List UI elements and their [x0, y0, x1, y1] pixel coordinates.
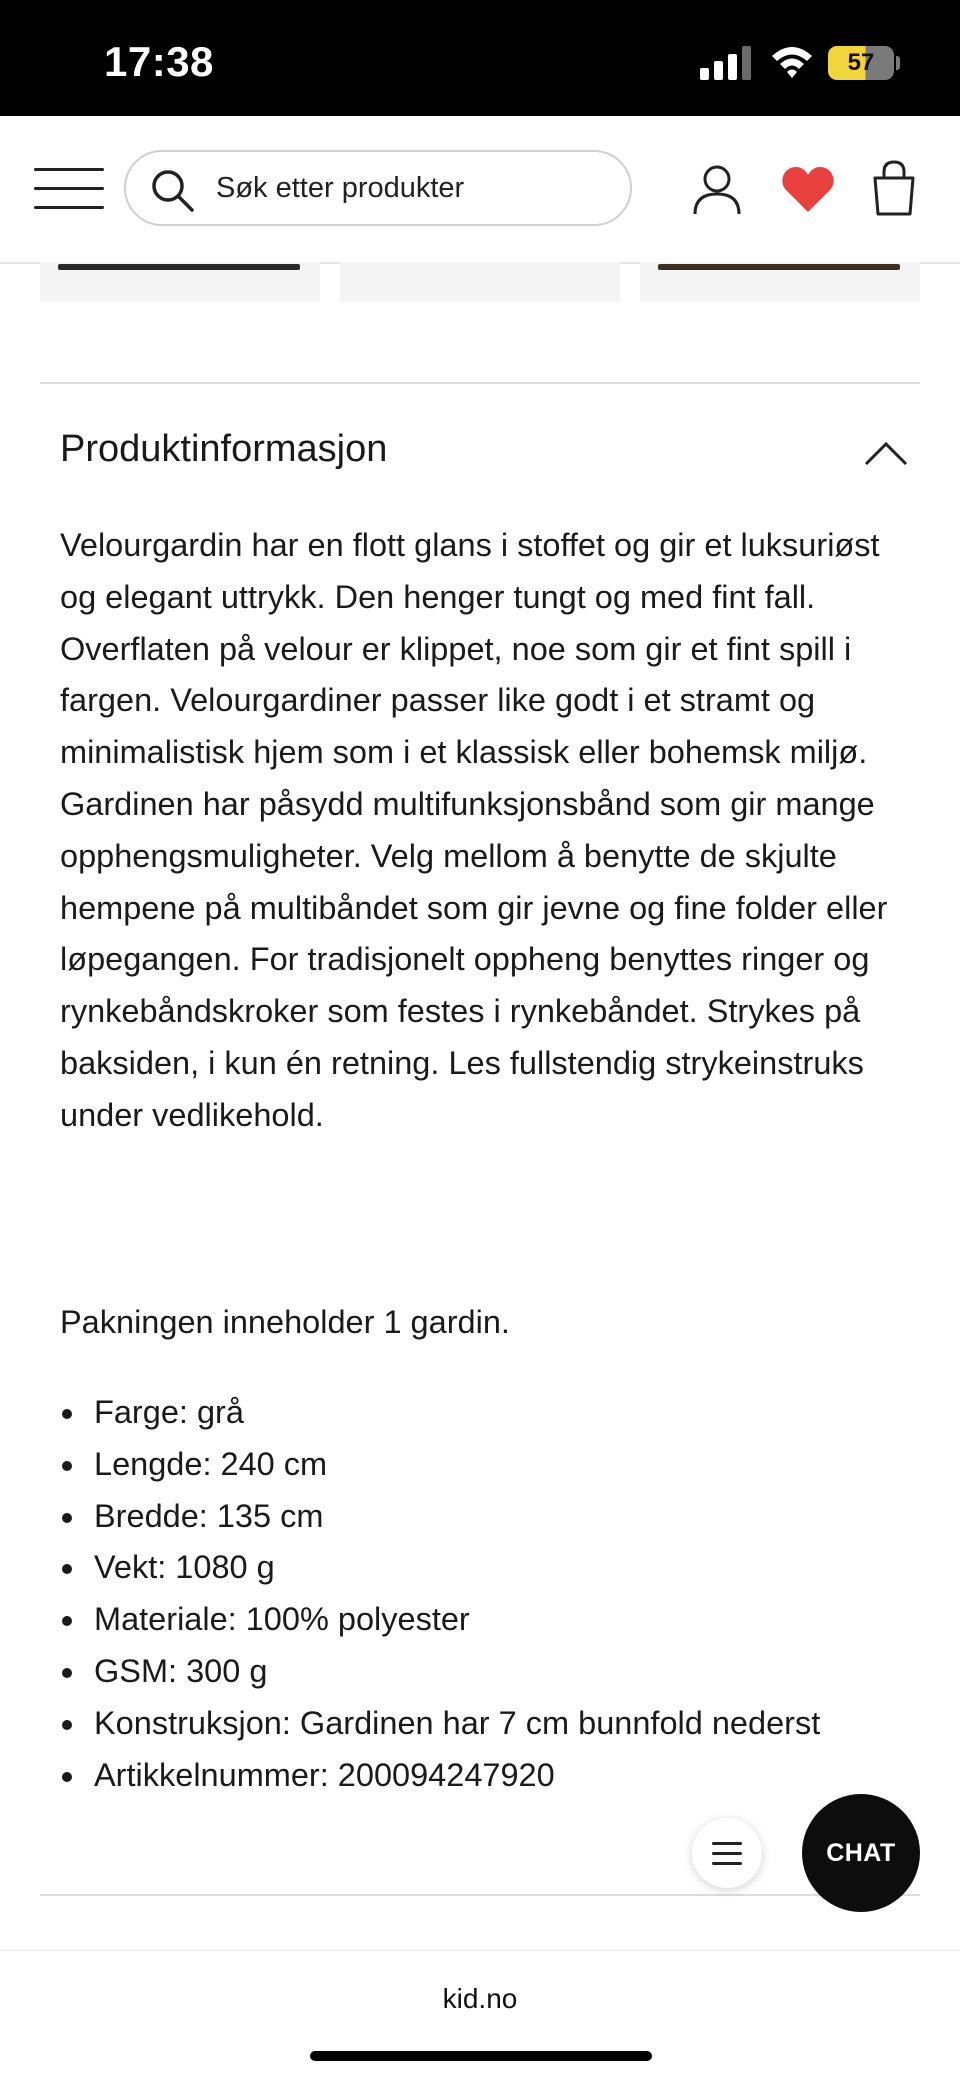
user-icon[interactable] [692, 164, 742, 216]
section-divider [40, 382, 920, 384]
product-thumbnail[interactable] [40, 262, 320, 302]
spec-item: GSM: 300 g [60, 1646, 920, 1698]
product-description: Velourgardin har en flott glans i stoffet og gir et luksuriøst og elegant uttrykk. Den henger tungt og med fint fall. Overflaten på velour er klippet, noe som gir et fint spill i fargen. Velourgardiner passer like godt i et stramt og minimalistisk hjem som i et klassisk eller bohemsk miljø. Gardinen har påsydd multifunksjonsbånd som gir mange opphengsmuligheter. Velg mellom å benytte de skjulte hempene på multibåndet som gir jevne og fine folder eller løpegangen. For tradisjonelt oppheng benyttes ringer og rynkebåndskroker som festes i rynkebåndet. Strykes på baksiden, i kun én retning. Les fullstendig strykeinstruks under vedlikehold. [60, 527, 888, 1133]
status-bar [0, 0, 960, 116]
wifi-icon [770, 44, 814, 80]
spec-item: Materiale: 100% polyester [60, 1594, 920, 1646]
home-indicator[interactable] [310, 2051, 652, 2061]
spec-list [60, 1387, 920, 1801]
chevron-up-icon[interactable] [862, 436, 910, 470]
chat-button[interactable]: CHAT [802, 1794, 920, 1912]
package-contents: Pakningen inneholder 1 gardin. [60, 1304, 510, 1340]
shopping-bag-icon[interactable] [870, 160, 918, 216]
url-text[interactable]: kid.no [442, 1983, 518, 2014]
spec-item: Vekt: 1080 g [60, 1542, 920, 1594]
browser-address-bar[interactable] [0, 1950, 960, 2079]
search-placeholder: Søk etter produkter [216, 172, 465, 204]
search-icon [148, 166, 196, 214]
product-thumbnail[interactable] [340, 262, 620, 302]
section-title[interactable]: Produktinformasjon [60, 428, 388, 470]
spec-item: Farge: grå [60, 1387, 920, 1439]
product-thumbnail[interactable] [640, 262, 920, 302]
site-header [0, 116, 960, 264]
cellular-signal-icon [700, 46, 754, 80]
battery-nub [896, 56, 900, 70]
spec-item: Artikkelnummer: 200094247920 [60, 1750, 920, 1802]
spec-item: Bredde: 135 cm [60, 1491, 920, 1543]
search-input[interactable] [124, 150, 632, 226]
list-menu-button[interactable] [692, 1818, 762, 1888]
battery-level: 57 [847, 49, 875, 76]
spec-item: Konstruksjon: Gardinen har 7 cm bunnfold nederst [60, 1698, 920, 1750]
menu-button[interactable] [34, 166, 106, 212]
section-divider [40, 1894, 920, 1896]
spec-item: Lengde: 240 cm [60, 1439, 920, 1491]
heart-icon[interactable] [780, 166, 836, 214]
battery-indicator [828, 46, 894, 80]
status-time: 17:38 [104, 38, 214, 85]
